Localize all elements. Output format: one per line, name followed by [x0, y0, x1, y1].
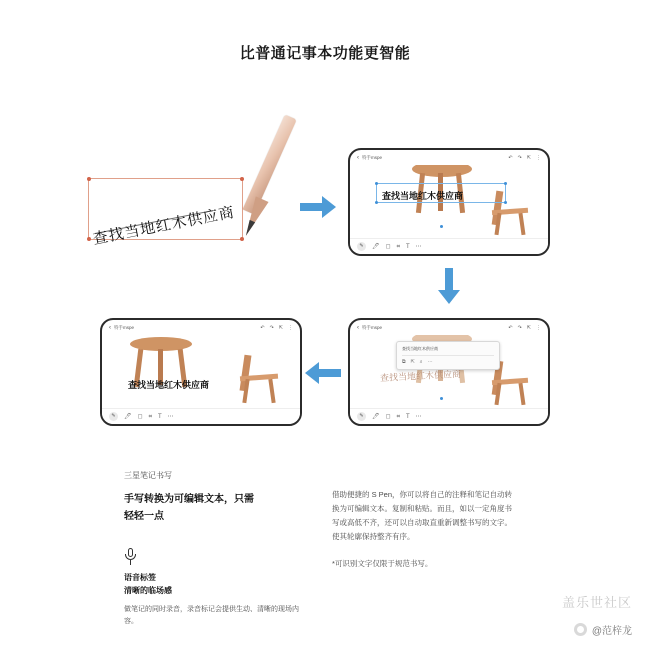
phone-convert-canvas[interactable] [350, 335, 548, 408]
more-icon[interactable]: ⋯ [427, 359, 433, 365]
share-icon[interactable]: ⇱ [278, 324, 283, 331]
watermark-brand: 盖乐世社区 [561, 595, 632, 610]
phone-result-note-text: 查找当地红木供应商 [128, 381, 210, 391]
phone-top-canvas[interactable] [350, 165, 548, 238]
selection-handle-tr[interactable] [504, 182, 507, 185]
app-label: 特手mspe [362, 154, 383, 160]
arrow-down-icon [438, 268, 460, 304]
selection-handle-top-left[interactable] [87, 177, 91, 181]
undo-icon[interactable]: ↶ [260, 324, 265, 331]
phone-convert-topbar [350, 320, 548, 335]
more-icon[interactable]: ⋮ [288, 324, 293, 331]
voice-tag-block [124, 548, 309, 629]
page-title: 比普通记事本功能更智能 [239, 45, 411, 62]
voice-tag-body: 做笔记的同时录音，录音标记会提供生动、清晰的现场内容。 [124, 605, 299, 626]
canvas-point-handle[interactable] [440, 225, 443, 228]
phone-result[interactable] [100, 318, 302, 426]
undo-icon[interactable]: ↶ [508, 324, 513, 331]
share-icon[interactable]: ⇱ [526, 324, 531, 331]
volume-button[interactable] [348, 354, 350, 368]
section-body: 借助便捷的 S Pen，你可以将自己的注释和笔记自动转换为可编辑文本。复制和粘贴。而且，如以一定角度书写或高低不齐，还可以自动取直重新调整书写的文字。使其轮廓保持整齐有序。 [332, 490, 513, 541]
more-icon[interactable]: ⋮ [536, 154, 541, 161]
phone-convert[interactable] [348, 318, 550, 426]
more-tool-icon[interactable]: ⋯ [415, 413, 422, 420]
more-icon[interactable]: ⋮ [536, 324, 541, 331]
selection-tool-icon[interactable]: ⌗ [396, 413, 400, 420]
microphone-stem [130, 560, 131, 565]
avatar [574, 623, 587, 636]
phone-top[interactable] [348, 148, 550, 256]
text-tool-icon[interactable]: T [406, 243, 410, 250]
share-icon[interactable]: ⇱ [410, 359, 415, 365]
stylus-tip-wrap [237, 196, 272, 244]
popup-actions[interactable] [402, 359, 494, 365]
app-label: 特手mspe [362, 324, 383, 330]
popup-divider [402, 355, 494, 356]
voice-tag-label-1: 语音标签 [124, 573, 156, 582]
watermark-username: @范梓龙 [591, 626, 632, 637]
phone-top-topbar [350, 150, 548, 165]
phone-result-topbar [102, 320, 300, 335]
selection-handle-tl[interactable] [375, 182, 378, 185]
convert-popup[interactable] [396, 341, 500, 370]
power-button[interactable] [548, 188, 550, 206]
more-tool-icon[interactable]: ⋯ [415, 243, 422, 250]
selection-tool-icon[interactable]: ⌗ [396, 243, 400, 250]
redo-icon[interactable]: ↷ [269, 324, 274, 331]
text-tool-icon[interactable]: T [158, 413, 162, 420]
eraser-tool-icon[interactable]: ◻ [137, 413, 143, 420]
eraser-tool-icon[interactable]: ◻ [385, 413, 391, 420]
app-label: 特手mspe [114, 324, 135, 330]
more-tool-icon[interactable]: ⋯ [167, 413, 174, 420]
selection-handle-br[interactable] [504, 201, 507, 204]
highlighter-tool-icon[interactable]: 🖊 [372, 413, 380, 420]
phone-result-canvas[interactable] [102, 335, 300, 408]
text-tool-icon[interactable]: T [406, 413, 410, 420]
selection-handle-bl[interactable] [375, 201, 378, 204]
s-pen-stylus-icon [228, 108, 272, 248]
phone-convert-toolbar[interactable] [350, 408, 548, 424]
arrow-left-icon [305, 362, 341, 384]
redo-icon[interactable]: ↷ [517, 154, 522, 161]
selection-handle-bottom-left[interactable] [87, 237, 91, 241]
watermark-user [574, 622, 632, 637]
share-icon[interactable]: ⇱ [526, 154, 531, 161]
left-text-block [124, 470, 299, 525]
highlighter-tool-icon[interactable]: 🖊 [372, 243, 380, 250]
back-icon[interactable]: ‹ [357, 324, 359, 331]
microphone-icon [124, 548, 138, 566]
back-icon[interactable]: ‹ [109, 324, 111, 331]
right-text-block [332, 488, 517, 569]
back-icon[interactable]: ‹ [357, 154, 359, 161]
undo-icon[interactable]: ↶ [508, 154, 513, 161]
eraser-tool-icon[interactable]: ◻ [385, 243, 391, 250]
redo-icon[interactable]: ↷ [517, 324, 522, 331]
power-button[interactable] [548, 358, 550, 376]
pen-tool-icon[interactable]: ✎ [357, 242, 366, 251]
voice-tag-label-2: 清晰的临场感 [124, 585, 172, 595]
text-selection-box[interactable] [376, 183, 506, 203]
section-footnote: *可识别文字仅限于规范书写。 [332, 558, 433, 568]
section-headline-line1: 手写转换为可编辑文本，只需 [124, 494, 254, 505]
pen-tool-icon[interactable]: ✎ [109, 412, 118, 421]
handwriting-text: 查找当地红木供应商 [91, 202, 237, 249]
section-kicker: 三星笔记书写 [124, 471, 172, 480]
chair-illustration [234, 355, 284, 405]
stylus-body [243, 114, 297, 214]
phone-result-toolbar[interactable] [102, 408, 300, 424]
pen-tool-icon[interactable]: ✎ [357, 412, 366, 421]
search-icon[interactable]: ⌕ [419, 359, 423, 365]
section-headline-line2: 轻轻一点 [124, 511, 164, 522]
volume-button[interactable] [348, 184, 350, 198]
popup-converted-text: 查找当地红木供应商 [402, 346, 438, 351]
phone-convert-note-text: 查找当地红木供应商 [379, 369, 462, 385]
phone-top-toolbar[interactable] [350, 238, 548, 254]
phone-top-note-text: 查找当地红木供应商 [382, 192, 464, 202]
volume-button[interactable] [100, 354, 102, 368]
highlighter-tool-icon[interactable]: 🖊 [124, 413, 132, 420]
power-button[interactable] [300, 358, 302, 376]
canvas-point-handle[interactable] [440, 397, 443, 400]
selection-tool-icon[interactable]: ⌗ [148, 413, 152, 420]
copy-icon[interactable]: ⧉ [402, 359, 406, 365]
arrow-right-icon-1 [300, 196, 336, 218]
